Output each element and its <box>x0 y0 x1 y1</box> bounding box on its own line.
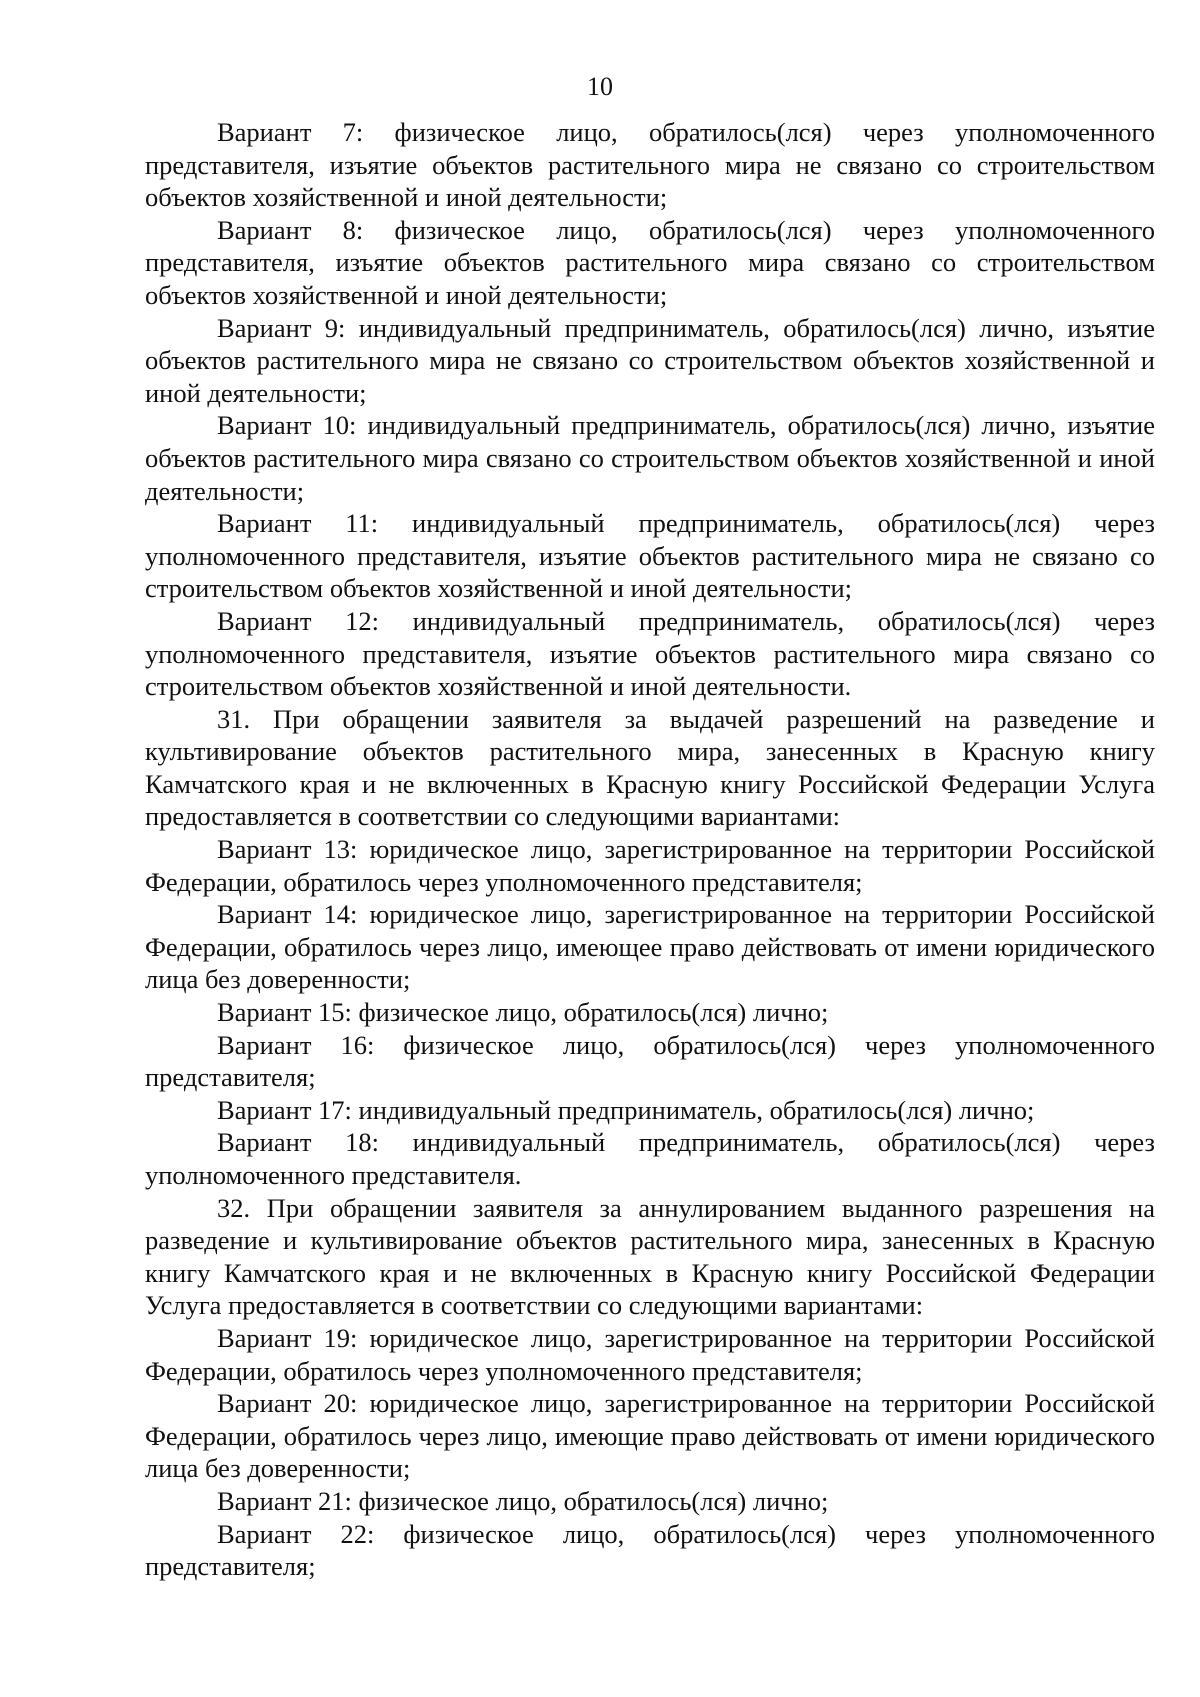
paragraph-variant-19: Вариант 19: юридическое лицо, зарегистрированное на территории Российской Федерации, обратилось через уполномоченного представителя; <box>145 1322 1155 1386</box>
paragraph-clause-32: 32. При обращении заявителя за аннулированием выданного разрешения на разведение и культивирование объектов растительного мира, занесенных в Красную книгу Камчатского края и не включенных в Красную книгу Российской Федерации Услуга предоставляется в соответствии со следующими вариантами: <box>145 1192 1155 1321</box>
paragraph-variant-14: Вариант 14: юридическое лицо, зарегистрированное на территории Российской Федерации, обратилось через лицо, имеющее право действовать от имени юридического лица без доверенности; <box>145 899 1155 995</box>
paragraph-variant-17: Вариант 17: индивидуальный предприниматель, обратилось(лся) лично; <box>217 1094 1035 1125</box>
paragraph-variant-8: Вариант 8: физическое лицо, обратилось(лся) через уполномоченного представителя, изъятие объектов растительного мира связано со строительством объектов хозяйственной и иной деятельности; <box>145 214 1155 310</box>
document-body <box>145 116 1155 1583</box>
paragraph-variant-7: Вариант 7: физическое лицо, обратилось(лся) через уполномоченного представителя, изъятие объектов растительного мира не связано со строительством объектов хозяйственной и иной деятельности; <box>145 117 1155 213</box>
paragraph-variant-20: Вариант 20: юридическое лицо, зарегистрированное на территории Российской Федерации, обратилось через лицо, имеющие право действовать от имени юридического лица без доверенности; <box>145 1388 1155 1484</box>
paragraph-variant-16: Вариант 16: физическое лицо, обратилось(лся) через уполномоченного представителя; <box>145 1029 1155 1093</box>
paragraph-variant-13: Вариант 13: юридическое лицо, зарегистрированное на территории Российской Федерации, обратилось через уполномоченного представителя; <box>145 834 1155 897</box>
paragraph-clause-31: 31. При обращении заявителя за выдачей разрешений на разведение и культивирование объектов растительного мира, занесенных в Красную книгу Камчатского края и не включенных в Красную книгу Российской Федерации Услуга предоставляется в соответствии со следующими вариантами: <box>145 703 1155 832</box>
page-number: 10 <box>587 72 613 101</box>
paragraph-variant-11: Вариант 11: индивидуальный предприниматель, обратилось(лся) через уполномоченного представителя, изъятие объектов растительного мира не связано со строительством объектов хозяйственной и иной деятельности; <box>145 508 1155 604</box>
paragraph-variant-15: Вариант 15: физическое лицо, обратилось(лся) лично; <box>217 997 829 1028</box>
paragraph-variant-22: Вариант 22: физическое лицо, обратилось(лся) через уполномоченного представителя; <box>145 1518 1155 1582</box>
paragraph-variant-21: Вариант 21: физическое лицо, обратилось(лся) лично; <box>217 1485 829 1516</box>
paragraph-variant-10: Вариант 10: индивидуальный предприниматель, обратилось(лся) лично, изъятие объектов растительного мира связано со строительством объектов хозяйственной и иной деятельности; <box>145 410 1155 506</box>
paragraph-variant-18: Вариант 18: индивидуальный предприниматель, обратилось(лся) через уполномоченного представителя. <box>145 1127 1155 1190</box>
paragraph-variant-9: Вариант 9: индивидуальный предприниматель, обратилось(лся) лично, изъятие объектов растительного мира не связано со строительством объектов хозяйственной и иной деятельности; <box>145 312 1155 408</box>
paragraph-variant-12: Вариант 12: индивидуальный предприниматель, обратилось(лся) через уполномоченного представителя, изъятие объектов растительного мира связано со строительством объектов хозяйственной и иной деятельности. <box>145 605 1155 702</box>
